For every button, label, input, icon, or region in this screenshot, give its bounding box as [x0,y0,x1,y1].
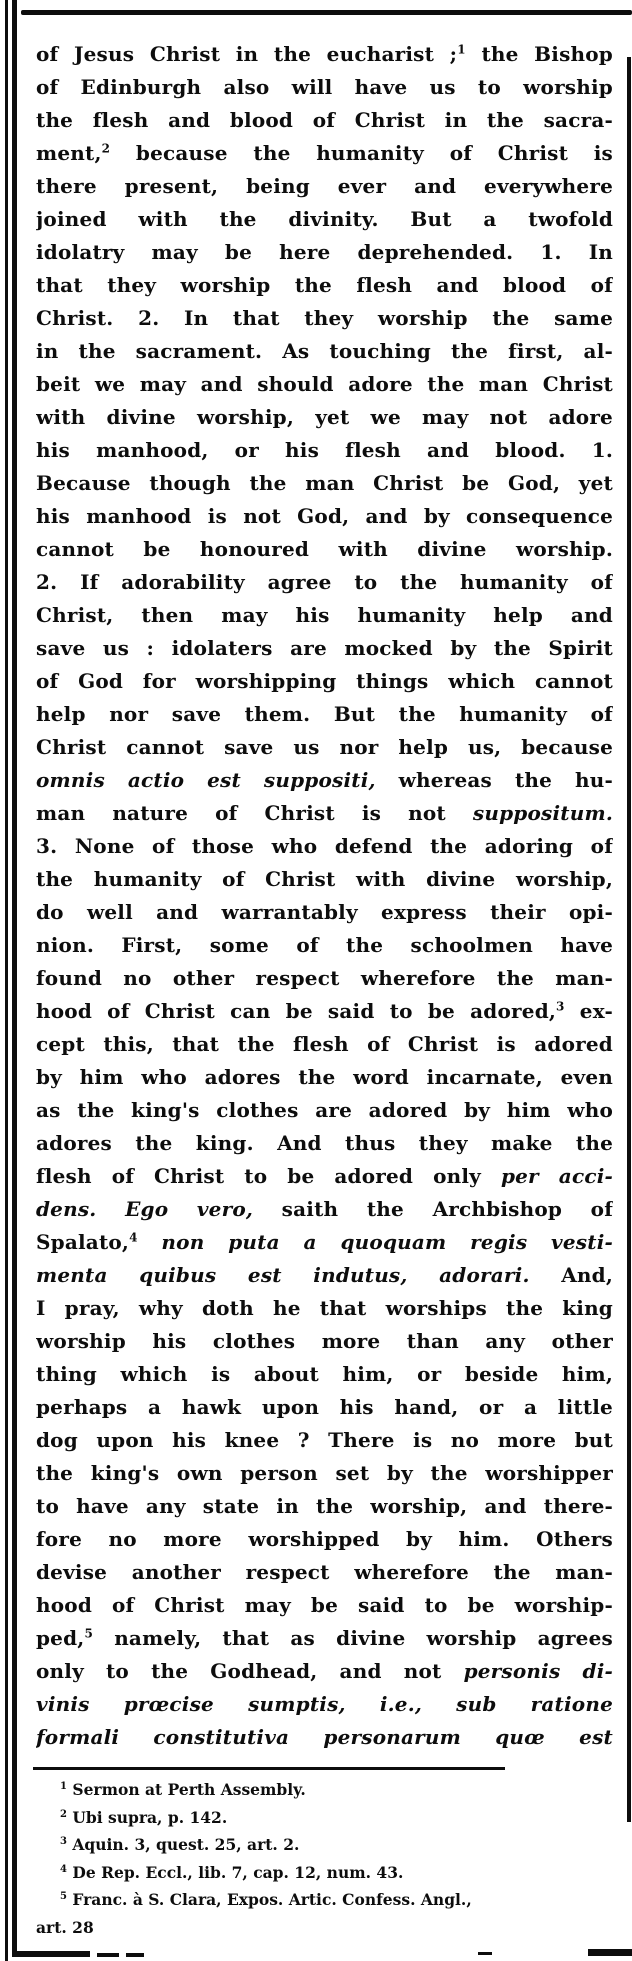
body-text-line: to have any state in the worship, and there- [36,1494,613,1518]
footnote-ref-marker: 2 [101,141,111,156]
body-text-line: menta quibus est indutus, adorari. And, [36,1263,613,1287]
footnote-ref-marker: 4 [129,1230,138,1245]
body-text-line: only to the Godhead, and not personis di- [36,1659,613,1683]
body-text-line: in the sacrament. As touching the first, al- [36,339,613,363]
bottom-edge-fragment [97,1953,119,1957]
body-text-line: as the king's clothes are adored by him who [36,1098,613,1122]
footnote-text: art. 28 [36,1917,94,1937]
body-text-line: 2. If adorability agree to the humanity of [36,570,613,594]
footnote-text: Sermon at Perth Assembly. [72,1780,306,1799]
body-text-line: I pray, why doth he that worships the king [36,1296,613,1320]
body-text-line: perhaps a hawk upon his hand, or a little [36,1395,613,1419]
body-text [36,38,613,1754]
body-text-line: Christ cannot save us nor help us, because [36,735,613,759]
bottom-edge-fragment [126,1953,144,1957]
body-text-line: flesh of Christ to be adored only per acci- [36,1164,613,1188]
body-text-line: ped,$^5$ namely, that as divine worship agrees [36,1626,613,1650]
body-text-line: thing which is about him, or beside him, [36,1362,613,1386]
body-text-line: beit we may and should adore the man Christ [36,372,613,396]
body-text-line: 3. None of those who defend the adoring of [36,834,613,858]
footnote-number: 1 [60,1780,67,1792]
footnote-separator-rule [33,1767,505,1770]
body-text-line: Christ. 2. In that they worship the same [36,306,613,330]
body-text-line: his manhood is not God, and by consequence [36,504,613,528]
body-text-line: formali constitutiva personarum quœ est [36,1725,613,1749]
right-border-rule [627,57,631,1822]
body-text-line: omnis actio est suppositi, whereas the hu- [36,768,613,792]
body-text-line: his manhood, or his flesh and blood. 1. [36,438,613,462]
bottom-edge-fragment [12,1951,90,1957]
body-text-line: save us : idolaters are mocked by the Spirit [36,636,613,660]
body-text-line: that they worship the flesh and blood of [36,273,613,297]
body-text-line: hood of Christ can be said to be adored,$^3$ ex- [36,999,613,1023]
body-text-line: help nor save them. But the humanity of [36,702,613,726]
body-text-line: found no other respect wherefore the man- [36,966,613,990]
body-text-line: dens. Ego vero, saith the Archbishop of [36,1197,613,1221]
footnote-line [36,1776,614,1804]
footnote-text: Aquin. 3, quest. 25, art. 2. [72,1835,300,1854]
footnote-ref-marker: 3 [556,999,565,1014]
body-text-line: nion. First, some of the schoolmen have [36,933,613,957]
footnote-text: Franc. à S. Clara, Expos. Artic. Confess. Angl., [72,1890,472,1909]
body-text-line: the king's own person set by the worshipper [36,1461,613,1485]
body-text-line: adores the king. And thus they make the [36,1131,613,1155]
left-outer-border-rule [5,0,8,1961]
bottom-edge-fragment [588,1949,632,1956]
bottom-edge-fragment [478,1952,492,1955]
footnote-text: De Rep. Eccl., lib. 7, cap. 12, num. 43. [72,1862,404,1882]
body-text-line: worship his clothes more than any other [36,1329,613,1353]
footnote-ref-marker: 5 [84,1626,94,1641]
footnote-number: 5 [60,1890,67,1902]
body-text-line: of Edinburgh also will have us to worship [36,75,613,99]
footnote-line [36,1859,614,1887]
footnote-number: 3 [60,1835,67,1847]
body-text-line: dog upon his knee ? There is no more but [36,1428,613,1452]
body-text-line: do well and warrantably express their opi- [36,900,613,924]
body-text-line: of Jesus Christ in the eucharist ;$^1$ the Bishop [36,42,613,66]
body-text-line: fore no more worshipped by him. Others [36,1527,613,1551]
footnotes [36,1776,614,1941]
footnote-ref-marker: 1 [457,42,466,57]
footnote-number: 2 [60,1808,67,1820]
body-text-line: devise another respect wherefore the man- [36,1560,613,1584]
body-text-line: with divine worship, yet we may not adore [36,405,613,429]
body-text-line: Spalato,$^4$ non puta a quoquam regis vesti- [36,1230,613,1254]
footnote-line [36,1804,614,1832]
top-border-rule [21,10,632,15]
body-text-line: the humanity of Christ with divine worship, [36,867,613,891]
footnote-text: Ubi supra, p. 142. [72,1807,228,1827]
body-text-line: hood of Christ may be said to be worship- [36,1593,613,1617]
body-text-line: idolatry may be here deprehended. 1. In [36,240,613,264]
body-text-line: cannot be honoured with divine worship. [36,537,613,561]
body-text-line: Because though the man Christ be God, yet [36,471,613,495]
footnote-line [36,1886,614,1914]
body-text-line: Christ, then may his humanity help and [36,603,613,627]
body-text-line: of God for worshipping things which cannot [36,669,613,693]
body-text-line: cept this, that the flesh of Christ is adored [36,1032,613,1056]
body-text-line: man nature of Christ is not suppositum. [36,801,613,825]
body-text-line: vinis prœcise sumptis, i.e., sub ratione [36,1692,613,1716]
footnote-line [36,1914,614,1942]
body-text-line: ment,$^2$ because the humanity of Christ is [36,141,613,165]
left-inner-border-rule [12,0,17,1953]
body-text-line: by him who adores the word incarnate, even [36,1065,613,1089]
body-text-line: there present, being ever and everywhere [36,174,613,198]
body-text-line: joined with the divinity. But a twofold [36,207,613,231]
footnote-line [36,1831,614,1859]
body-text-line: the flesh and blood of Christ in the sacra- [36,108,613,132]
footnote-number: 4 [60,1863,67,1875]
